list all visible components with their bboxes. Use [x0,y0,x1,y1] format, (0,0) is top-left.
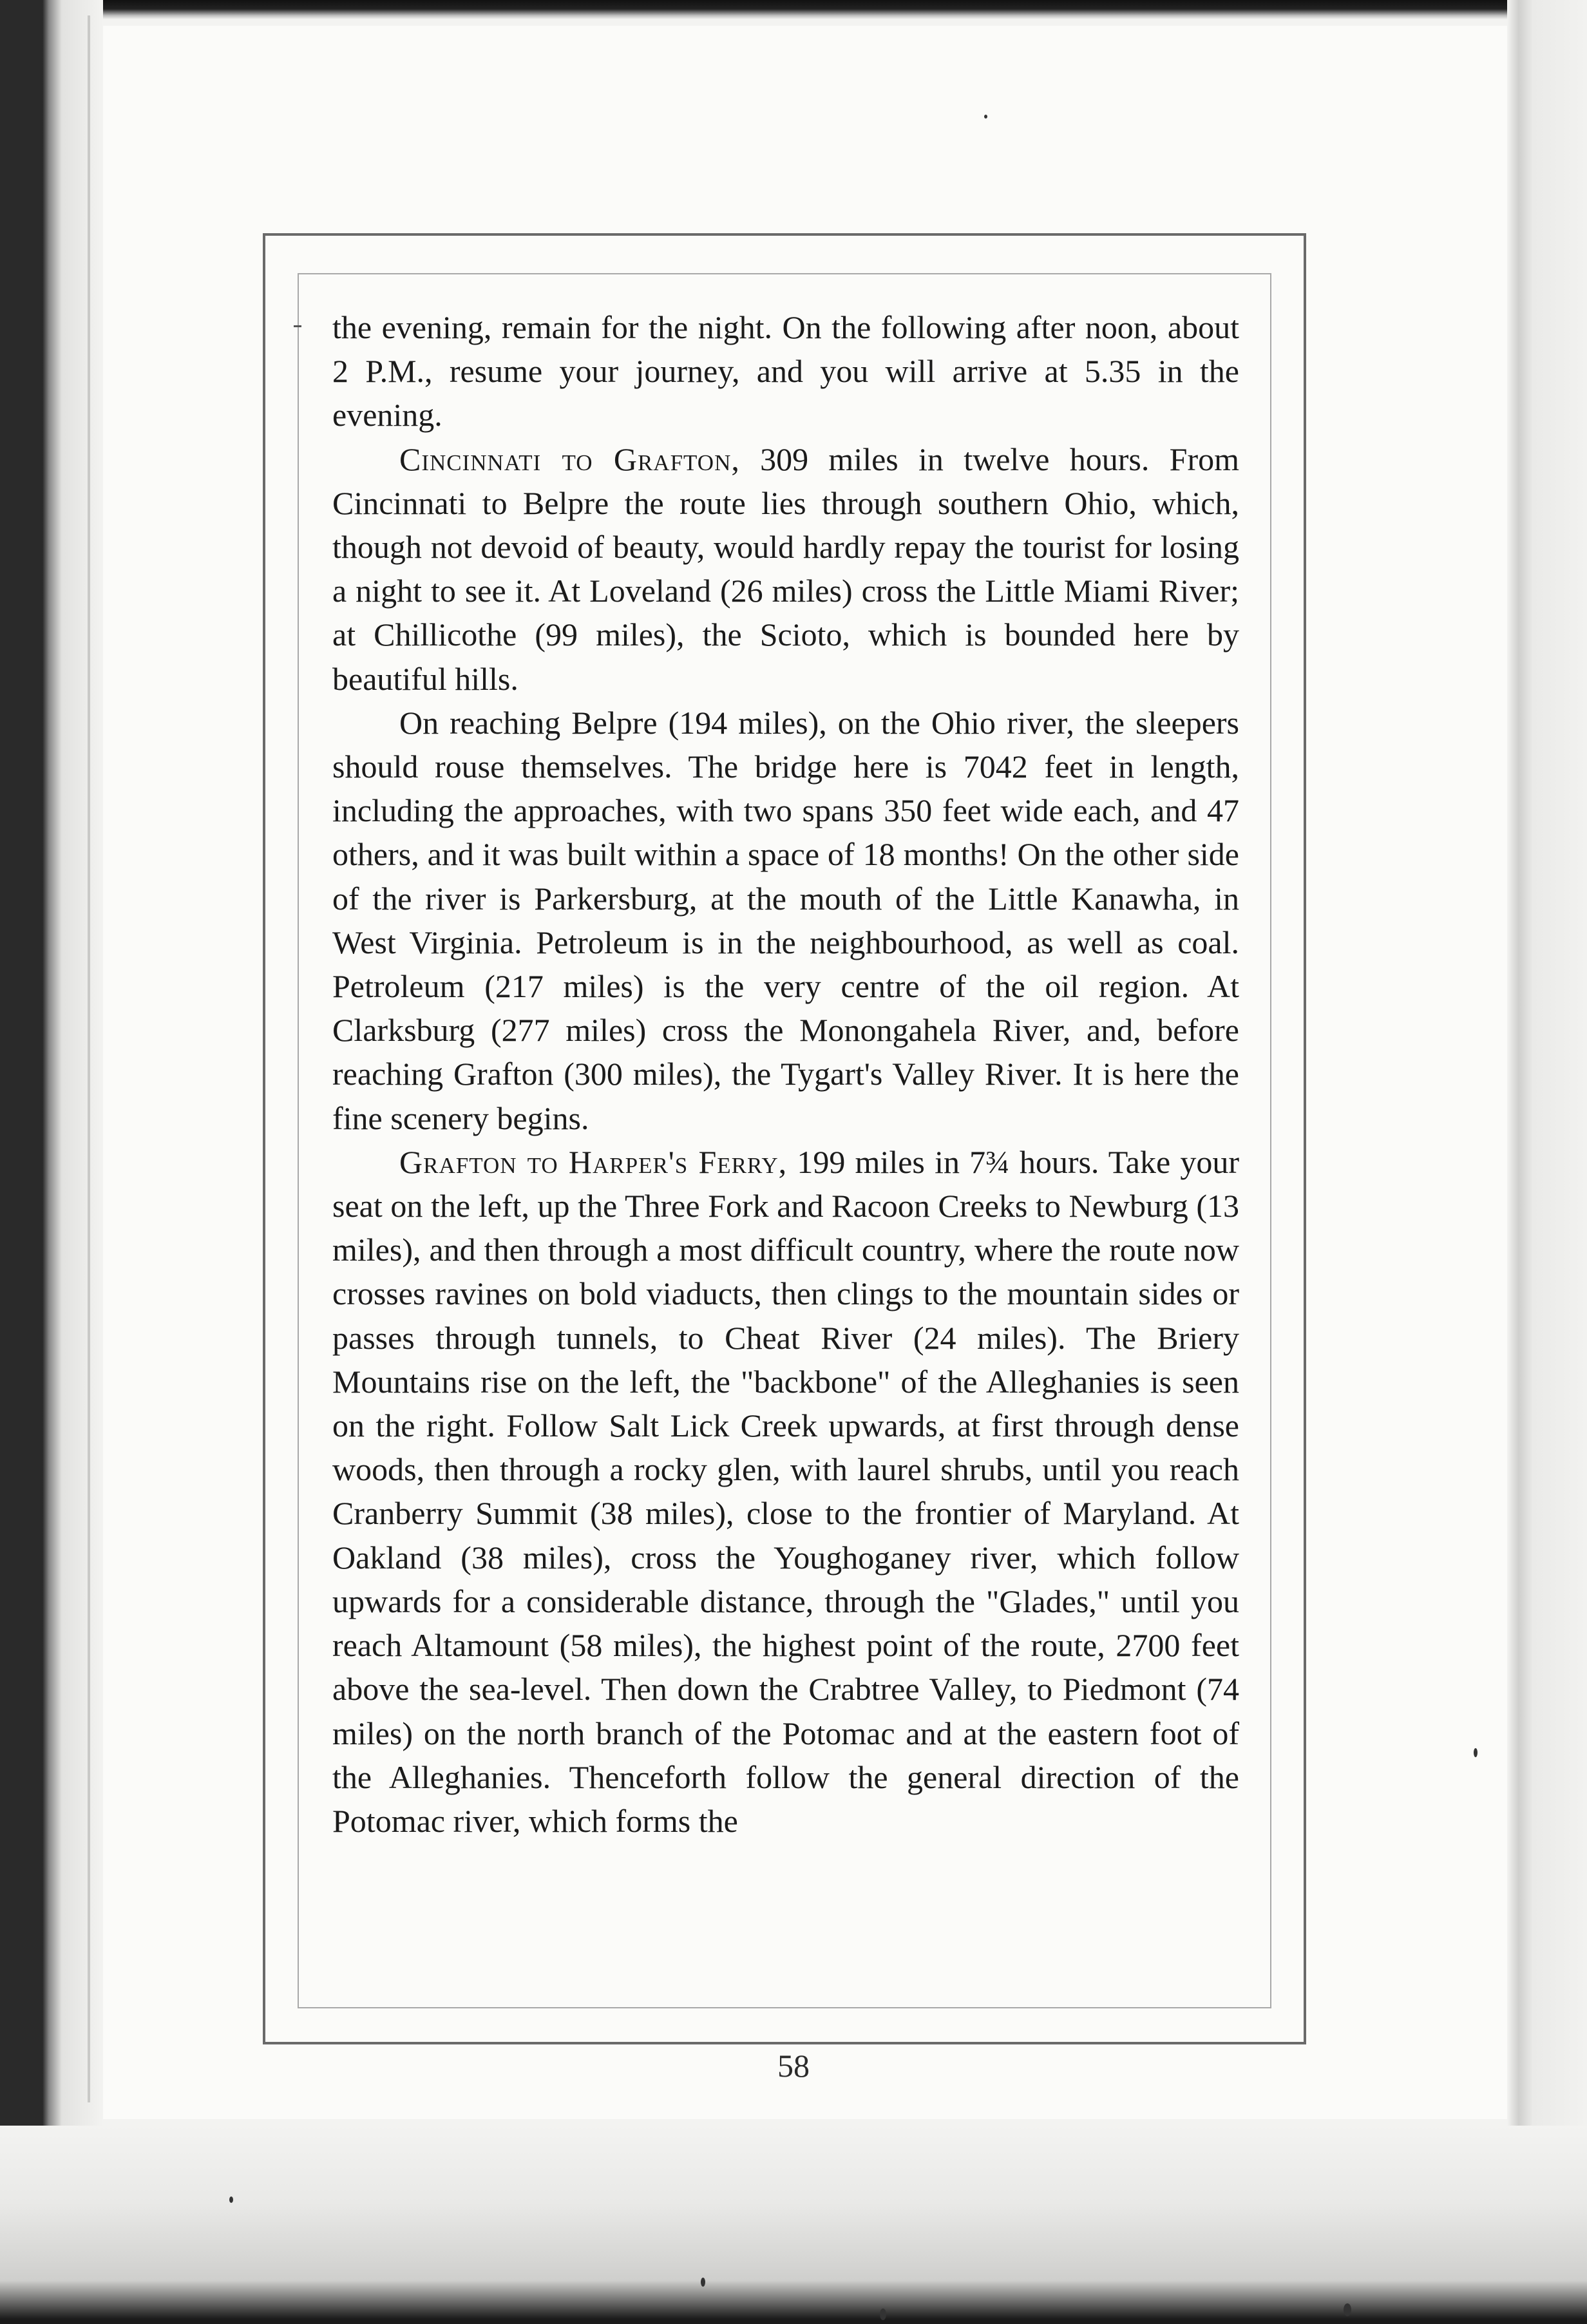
paragraph [332,437,1239,701]
scan-speck [880,2309,886,2320]
paragraph [332,305,1239,437]
page-number: 58 [777,2048,810,2084]
section-heading: Cincinnati to Grafton, [399,441,740,477]
paragraph-text: 199 miles in 7¾ hours. Take your seat on the left, up the Three Fork and Racoon Creeks to Newburg (13 miles), and then through a most difficult country, where the route now crosses ravines on bold viaducts, then clings to the mountain sides or passes through tunnels, to Cheat River (24 miles). The Briery Mountains rise on the left, the "backbone" of the Alleghanies is seen on the right. Follow Salt Lick Creek upwards, at first through dense woods, then through a rocky glen, with laurel shrubs, until you reach Cranberry Summit (38 miles), close to the frontier of Maryland. At Oakland (38 miles), cross the Youghoganey river, which follow upwards for a considerable distance, through the "Glades," until you reach Altamount (58 miles), the highest point of the route, 2700 feet above the sea-level. Then down the Crabtree Valley, to Piedmont (74 miles) on the north branch of the Potomac and at the eastern foot of the Alleghanies. Thenceforth follow the general direction of the Potomac river, which forms the [332,1143,1239,1839]
scan-speck [1474,1748,1478,1757]
section-heading: Grafton to Harper's Ferry, [399,1143,788,1180]
scan-speck [701,2278,705,2287]
scan-speck [984,115,987,119]
scan-bottom-edge [0,2126,1587,2324]
scan-speck [229,2196,233,2203]
paragraph-text: 309 miles in twelve hours. From Cincinnati to Belpre the route lies through southern Ohio, which, though not devoid of beauty, would hardly repay the tourist for losing a night to see it. At Loveland (26 miles) cross the Little Miami River; at Chillicothe (99 miles), the Scioto, which is bounded here by beautiful hills. [332,441,1240,697]
scan-speck [1344,2303,1351,2316]
margin-mark [294,325,301,327]
paragraph [332,1140,1239,1843]
scan-top-edge [0,0,1587,19]
paragraph [332,701,1239,1140]
paragraph-text: On reaching Belpre (194 miles), on the Ohio river, the sleepers should rouse themselves. The bridge here is 7042 feet in length, including the approaches, with two spans 350 feet wide each, and 47 others, and it was built within a space of 18 months! On the other side of the river is Parkersburg, at the mouth of the Little Kanawha, in West Virginia. Petroleum is in the neighbourhood, as well as coal. Petroleum (217 miles) is the very centre of the oil region. At Clarksburg (277 miles) cross the Monongahela River, and, before reaching Grafton (300 miles), the Tygart's Valley River. It is here the fine scenery begins. [332,704,1239,1136]
binding-line [88,15,90,2102]
body-text [332,305,1239,1843]
paragraph-text: the evening, remain for the night. On the following after noon, about 2 P.M., resume your journey, and you will arrive at 5.35 in the evening. [332,309,1239,433]
scan-right-edge [1507,0,1587,2324]
